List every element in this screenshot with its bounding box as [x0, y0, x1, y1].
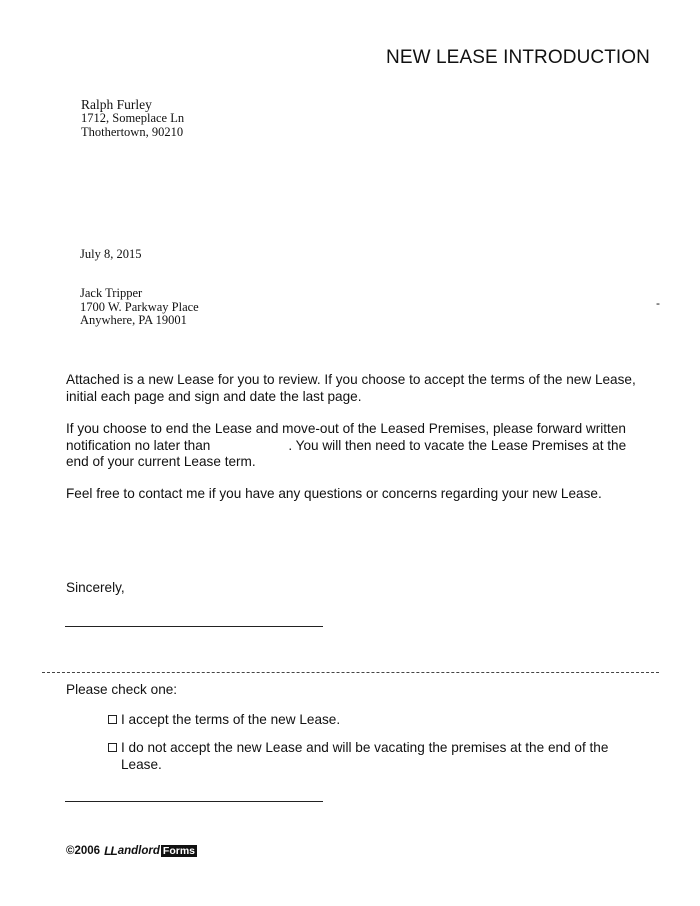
paragraph-move-out-start: If you choose to end the Lease and move-out of the Leased Premises, please forward written notification no later than: [66, 421, 626, 453]
logo-forms-box: Forms: [162, 845, 195, 857]
recipient-city-state-zip: Anywhere, PA 19001: [80, 313, 187, 327]
option-decline[interactable]: [108, 739, 628, 773]
tenant-signature-line[interactable]: [65, 801, 323, 802]
sender-city-zip: Thothertown, 90210: [81, 124, 184, 139]
decline-checkbox[interactable]: [108, 743, 117, 752]
paragraph-move-out: [66, 421, 646, 471]
landlord-signature-line[interactable]: [65, 626, 323, 627]
option-decline-label: I do not accept the new Lease and will be vacating the premises at the end of the Lease.: [121, 740, 609, 772]
recipient-street: 1700 W. Parkway Place: [80, 299, 199, 314]
option-accept[interactable]: [108, 711, 628, 728]
document-title: NEW LEASE INTRODUCTION: [386, 47, 650, 68]
recipient-name: Jack Tripper: [80, 286, 143, 300]
sender-address: [81, 97, 184, 139]
letter-date: July 8, 2015: [80, 247, 142, 261]
sender-street: 1712, Someplace Ln: [81, 111, 185, 125]
accept-checkbox[interactable]: [108, 715, 117, 724]
footer: [66, 844, 197, 858]
landlordforms-logo: [104, 844, 197, 858]
paragraph-review: Attached is a new Lease for you to review. If you choose to accept the terms of the new Lease, initial each page and sign and date the last page.: [66, 372, 636, 404]
option-accept-label: I accept the terms of the new Lease.: [121, 712, 341, 727]
margin-mark: -: [656, 296, 660, 310]
recipient-address: [80, 287, 199, 328]
sender-name: Ralph Furley: [81, 97, 152, 112]
paragraph-move-out-end: . You will then need to vacate the Lease Premises at the end of your current Lease term.: [66, 437, 627, 469]
copyright: ©2006: [66, 845, 101, 857]
logo-mark: LL: [104, 844, 117, 858]
paragraph-contact: Feel free to contact me if you have any questions or concerns regarding your new Lease.: [66, 486, 602, 501]
cut-line: [42, 672, 659, 673]
check-one-label: Please check one:: [66, 682, 178, 697]
closing: Sincerely,: [66, 580, 125, 595]
logo-word: andlord: [117, 845, 160, 857]
